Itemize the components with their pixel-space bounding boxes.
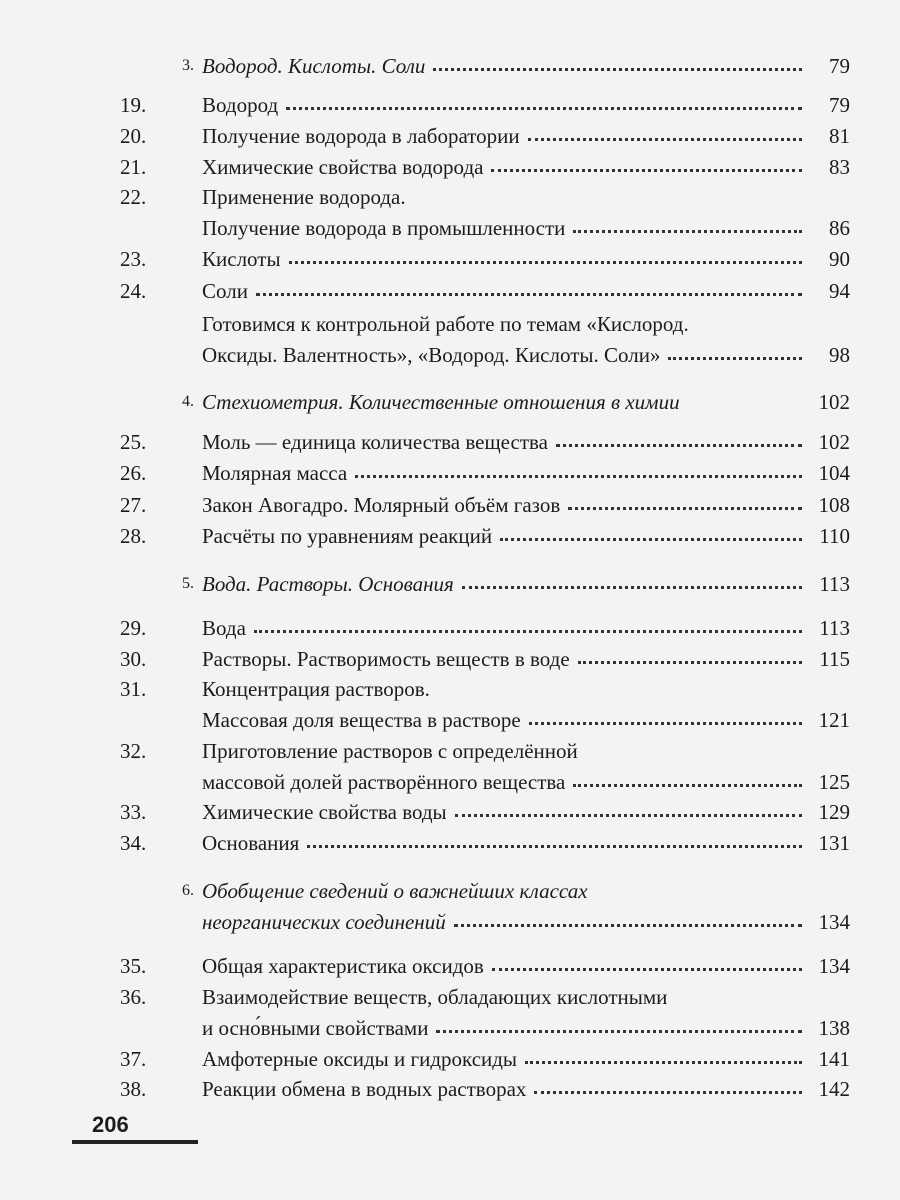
section-title: Реакции обмена в водных растворах xyxy=(202,1077,527,1101)
chapter-title: Водород. Кислоты. Соли xyxy=(202,54,426,78)
section-number: 30. xyxy=(120,647,147,671)
leader-dots xyxy=(433,58,802,71)
page-ref: 121 xyxy=(818,708,850,732)
section-title-line1: Приготовление растворов с определённой xyxy=(202,739,578,763)
section-28-entry[interactable] xyxy=(0,521,900,551)
section-32-entry-cont[interactable] xyxy=(0,767,900,797)
page-ref: 141 xyxy=(818,1047,850,1071)
page-ref: 86 xyxy=(829,216,850,240)
leader-dots xyxy=(528,128,802,141)
section-title: Растворы. Растворимость веществ в воде xyxy=(202,647,570,671)
section-title: Молярная масса xyxy=(202,461,348,485)
section-title: Химические свойства воды xyxy=(202,800,447,824)
section-27-entry[interactable] xyxy=(0,490,900,520)
chapter-6-entry[interactable] xyxy=(0,876,900,906)
section-number: 20. xyxy=(120,124,147,148)
leader-dots xyxy=(573,220,802,233)
leader-dots xyxy=(668,347,802,360)
section-number: 25. xyxy=(120,430,147,454)
leader-dots xyxy=(556,434,802,447)
chapter-4-entry[interactable] xyxy=(0,387,900,417)
page-ref: 90 xyxy=(829,247,850,271)
section-number: 33. xyxy=(120,800,147,824)
section-number: 19. xyxy=(120,93,147,117)
page-ref: 142 xyxy=(818,1077,850,1101)
page-ref: 134 xyxy=(818,954,850,978)
section-title-line1: Взаимодействие веществ, обладающих кислотными xyxy=(202,985,668,1009)
leader-dots xyxy=(462,576,802,589)
leader-dots xyxy=(525,1051,802,1064)
section-number: 29. xyxy=(120,616,147,640)
chapter-number: 3. xyxy=(182,57,194,74)
section-22-entry[interactable] xyxy=(0,182,900,212)
page-ref: 98 xyxy=(829,343,850,367)
footer-rule xyxy=(72,1140,198,1144)
section-number: 24. xyxy=(120,279,147,303)
leader-dots xyxy=(529,712,802,725)
leader-dots xyxy=(289,251,802,264)
chapter-3-entry[interactable] xyxy=(0,51,900,81)
page-ref: 129 xyxy=(818,800,850,824)
section-title: Химические свойства водорода xyxy=(202,155,484,179)
page-ref: 113 xyxy=(819,572,850,596)
section-30-entry[interactable] xyxy=(0,644,900,674)
chapter-title-line2: неорганических соединений xyxy=(202,910,446,934)
section-32-entry[interactable] xyxy=(0,736,900,766)
section-29-entry[interactable] xyxy=(0,613,900,643)
leader-dots xyxy=(256,283,802,296)
chapter-number: 4. xyxy=(182,393,194,410)
page-ref: 115 xyxy=(819,647,850,671)
section-number: 31. xyxy=(120,677,147,701)
leader-dots xyxy=(307,835,802,848)
review-entry-cont[interactable] xyxy=(0,340,900,370)
section-36-entry[interactable] xyxy=(0,982,900,1012)
section-title: Амфотерные оксиды и гидроксиды xyxy=(202,1047,518,1071)
section-title: Кислоты xyxy=(202,247,281,271)
section-title: Соли xyxy=(202,279,248,303)
section-number: 37. xyxy=(120,1047,147,1071)
page-ref: 94 xyxy=(829,279,850,303)
section-title: Водород xyxy=(202,93,279,117)
section-35-entry[interactable] xyxy=(0,951,900,981)
page-ref: 81 xyxy=(829,124,850,148)
chapter-number: 5. xyxy=(182,575,194,592)
section-title-line1: Применение водорода. xyxy=(202,185,406,209)
section-title: Получение водорода в лаборатории xyxy=(202,124,520,148)
review-title-line1: Готовимся к контрольной работе по темам «Кислород. xyxy=(202,312,689,336)
section-number: 28. xyxy=(120,524,147,548)
leader-dots xyxy=(454,914,802,927)
leader-dots xyxy=(455,804,802,817)
page-ref: 102 xyxy=(818,390,850,414)
review-entry[interactable] xyxy=(0,309,900,339)
leader-dots xyxy=(254,620,802,633)
section-24-entry[interactable] xyxy=(0,276,900,306)
leader-dots xyxy=(578,651,802,664)
section-title-line2: и осно́вными свойствами xyxy=(202,1016,429,1040)
section-number: 34. xyxy=(120,831,147,855)
chapter-title: Стехиометрия. Количественные отношения в химии xyxy=(202,390,680,414)
leader-dots xyxy=(286,97,802,110)
page-ref: 131 xyxy=(818,831,850,855)
section-23-entry[interactable] xyxy=(0,244,900,274)
leader-dots xyxy=(534,1081,802,1094)
section-20-entry[interactable] xyxy=(0,121,900,151)
page-ref: 110 xyxy=(819,524,850,548)
section-number: 35. xyxy=(120,954,147,978)
section-31-entry[interactable] xyxy=(0,674,900,704)
leader-dots xyxy=(500,528,802,541)
page-ref: 138 xyxy=(818,1016,850,1040)
section-36-entry-cont[interactable] xyxy=(0,1013,900,1043)
section-number: 23. xyxy=(120,247,147,271)
section-number: 32. xyxy=(120,739,147,763)
page-ref: 104 xyxy=(818,461,850,485)
chapter-title-line1: Обобщение сведений о важнейших классах xyxy=(202,879,588,903)
chapter-5-entry[interactable] xyxy=(0,569,900,599)
section-title-line1: Концентрация растворов. xyxy=(202,677,430,701)
section-number: 36. xyxy=(120,985,147,1009)
chapter-number: 6. xyxy=(182,882,194,899)
section-title-line2: Массовая доля вещества в растворе xyxy=(202,708,521,732)
section-38-entry[interactable] xyxy=(0,1074,900,1104)
section-21-entry[interactable] xyxy=(0,152,900,182)
leader-dots xyxy=(573,774,802,787)
section-number: 38. xyxy=(120,1077,147,1101)
section-number: 27. xyxy=(120,493,147,517)
page-ref: 113 xyxy=(819,616,850,640)
chapter-title: Вода. Растворы. Основания xyxy=(202,572,454,596)
section-31-entry-cont[interactable] xyxy=(0,705,900,735)
section-37-entry[interactable] xyxy=(0,1044,900,1074)
leader-dots xyxy=(568,497,802,510)
page-ref: 79 xyxy=(829,54,850,78)
chapter-6-entry-cont[interactable] xyxy=(0,907,900,937)
section-title-line2: массовой долей растворённого вещества xyxy=(202,770,566,794)
section-19-entry[interactable] xyxy=(0,90,900,120)
section-title: Общая характеристика оксидов xyxy=(202,954,484,978)
leader-dots xyxy=(492,958,802,971)
section-title: Моль — единица количества вещества xyxy=(202,430,548,454)
page-ref: 102 xyxy=(818,430,850,454)
section-title: Основания xyxy=(202,831,300,855)
page-ref: 134 xyxy=(818,910,850,934)
page-ref: 108 xyxy=(818,493,850,517)
section-number: 21. xyxy=(120,155,147,179)
page-number: 206 xyxy=(92,1112,129,1137)
section-title: Вода xyxy=(202,616,246,640)
leader-dots xyxy=(436,1020,802,1033)
section-number: 22. xyxy=(120,185,147,209)
section-title: Закон Авогадро. Молярный объём газов xyxy=(202,493,561,517)
page-ref: 125 xyxy=(818,770,850,794)
review-title-line2: Оксиды. Валентность», «Водород. Кислоты. Соли» xyxy=(202,343,661,367)
page-ref: 79 xyxy=(829,93,850,117)
leader-dots xyxy=(491,159,802,172)
section-26-entry[interactable] xyxy=(0,458,900,488)
section-34-entry[interactable] xyxy=(0,828,900,858)
section-title: Расчёты по уравнениям реакций xyxy=(202,524,493,548)
page-ref: 83 xyxy=(829,155,850,179)
section-33-entry[interactable] xyxy=(0,797,900,827)
section-title-line2: Получение водорода в промышленности xyxy=(202,216,566,240)
section-25-entry[interactable] xyxy=(0,427,900,457)
section-22-entry-cont[interactable] xyxy=(0,213,900,243)
leader-dots xyxy=(355,465,802,478)
section-number: 26. xyxy=(120,461,147,485)
